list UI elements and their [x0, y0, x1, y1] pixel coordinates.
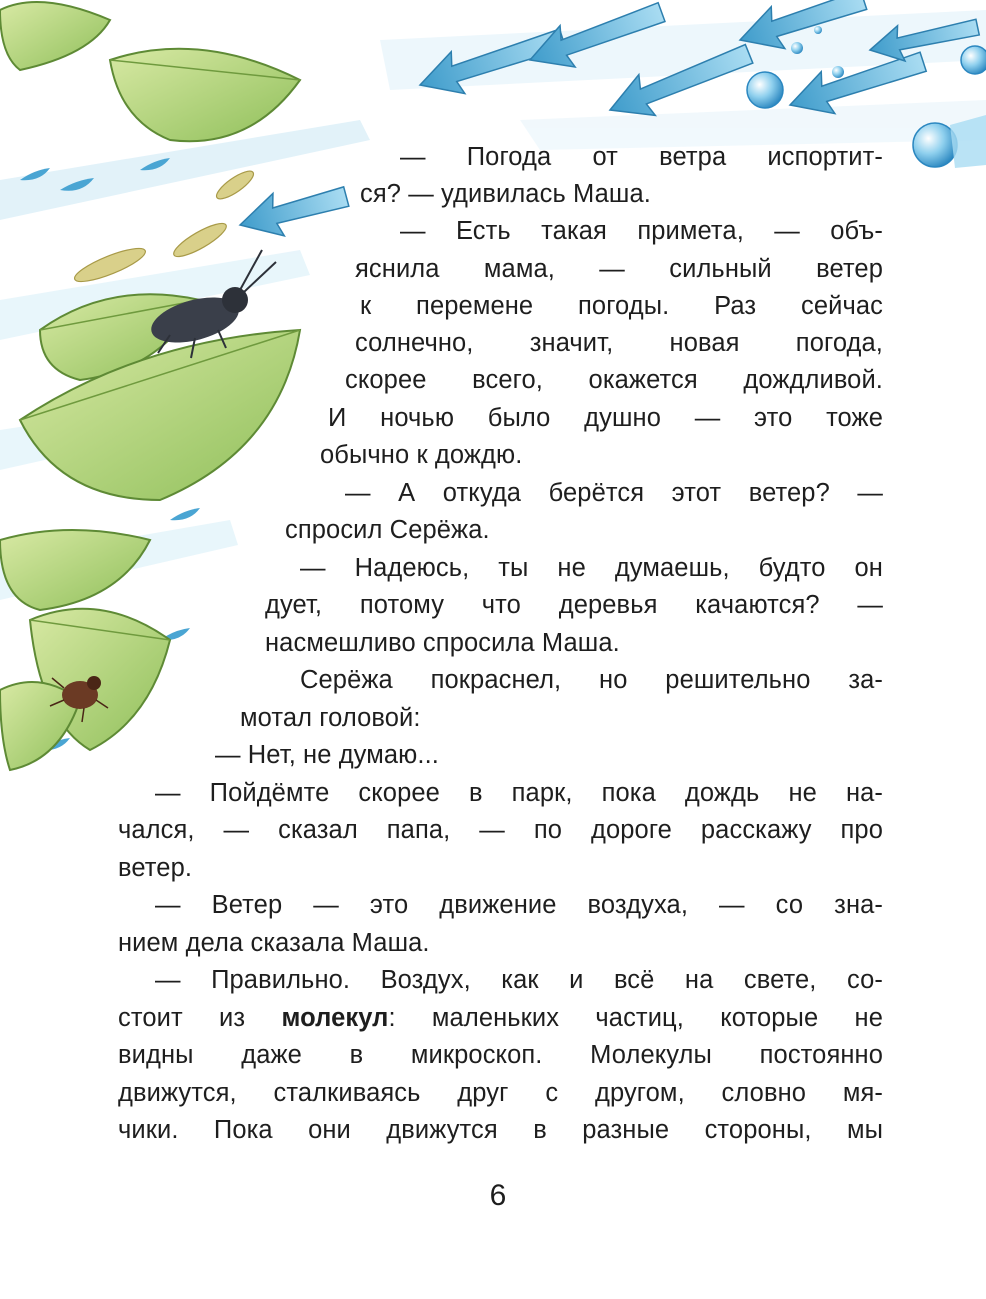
text-line-19: чался, — сказал папа, — по дороге расскажу про	[118, 816, 883, 844]
text-line-1: — Погода от ветра испортит-	[400, 143, 883, 171]
text-line-3: — Есть такая примета, — объ-	[400, 217, 883, 245]
text-line-5: к перемене погоды. Раз сейчас	[360, 292, 883, 320]
text-line-10: — А откуда берётся этот ветер? —	[345, 479, 883, 507]
text-line-6: солнечно, значит, новая погода,	[355, 329, 883, 357]
text-line-13: дует, потому что деревья качаются? —	[265, 591, 883, 619]
text-line-17: — Нет, не думаю...	[215, 741, 439, 769]
text-line-26: движутся, сталкиваясь друг с другом, словно мя-	[118, 1079, 883, 1107]
text-line-27: чики. Пока они движутся в разные стороны, мы	[118, 1116, 883, 1144]
text-line-11: спросил Серёжа.	[285, 516, 490, 544]
text-line-20: ветер.	[118, 854, 193, 882]
text-line-21: — Ветер — это движение воздуха, — со зна-	[155, 891, 883, 919]
text-line-16: мотал головой:	[240, 704, 421, 732]
text-line-22: нием дела сказала Маша.	[118, 929, 430, 957]
text-line-12: — Надеюсь, ты не думаешь, будто он	[300, 554, 883, 582]
text-line-2: ся? — удивилась Маша.	[360, 180, 651, 208]
page-number: 6	[489, 1179, 507, 1212]
text-line-8: И ночью было душно — это тоже	[328, 404, 883, 432]
term-molecules: молекул	[281, 1004, 389, 1032]
text-line-15: Серёжа покраснел, но решительно за-	[300, 666, 883, 694]
text-line-24-end: : маленьких частиц, которые не	[388, 1004, 883, 1032]
text-line-24	[118, 1000, 883, 1036]
text-line-9: обычно к дождю.	[320, 441, 523, 469]
text-line-7: скорее всего, окажется дождливой.	[345, 366, 883, 394]
text-line-18: — Пойдёмте скорее в парк, пока дождь не на-	[155, 779, 883, 807]
text-line-24-start: стоит из	[118, 1004, 282, 1032]
text-line-23: — Правильно. Воздух, как и всё на свете, со-	[155, 966, 883, 994]
text-line-25: видны даже в микроскоп. Молекулы постоянно	[118, 1041, 883, 1069]
text-line-14: насмешливо спросила Маша.	[265, 629, 620, 657]
text-line-4: яснила мама, — сильный ветер	[355, 255, 883, 283]
leaf-icons	[0, 2, 300, 770]
